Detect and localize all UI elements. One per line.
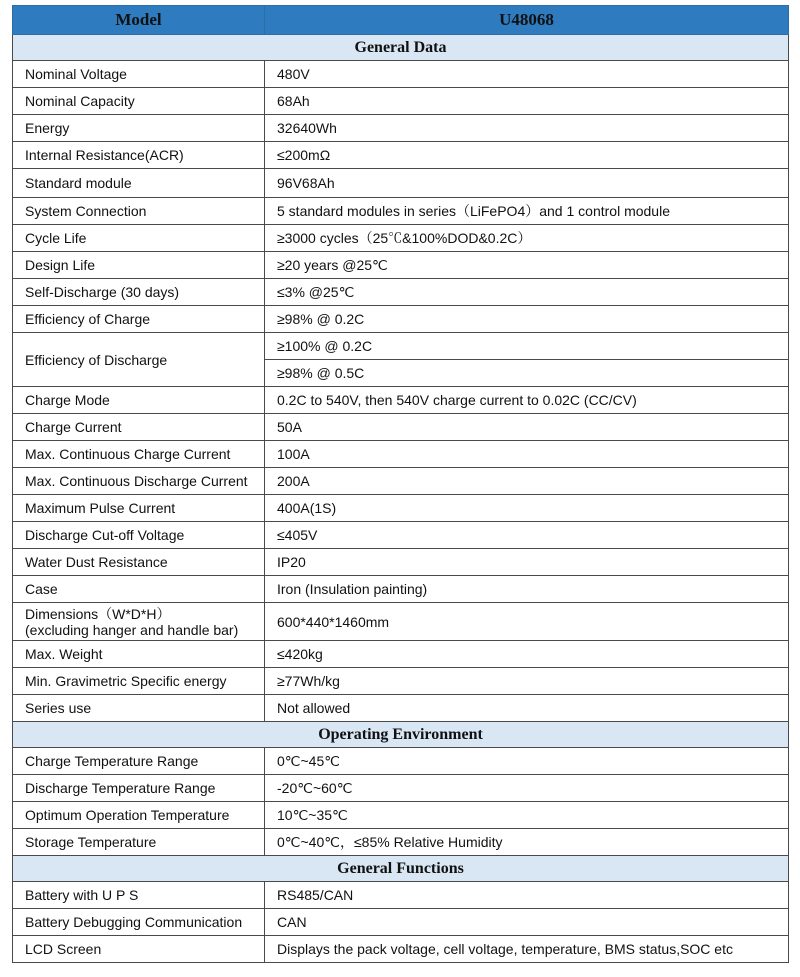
- row-label: Cycle Life: [13, 225, 265, 252]
- row-value: 400A(1S): [265, 495, 789, 522]
- row-value: Displays the pack voltage, cell voltage, temperature, BMS status,SOC etc: [265, 936, 789, 963]
- row-label: Nominal Voltage: [13, 61, 265, 88]
- table-row: [13, 441, 789, 468]
- row-value: ≤405V: [265, 522, 789, 549]
- row-label: Min. Gravimetric Specific energy: [13, 668, 265, 695]
- row-value: ≤200mΩ: [265, 142, 789, 169]
- table-row: [13, 775, 789, 802]
- row-label: Design Life: [13, 252, 265, 279]
- row-label: Charge Temperature Range: [13, 748, 265, 775]
- row-label: Internal Resistance(ACR): [13, 142, 265, 169]
- section-title: Operating Environment: [13, 722, 789, 748]
- row-value: 0℃~45℃: [265, 748, 789, 775]
- row-label: Energy: [13, 115, 265, 142]
- section-general-data: [13, 35, 789, 61]
- row-label: Series use: [13, 695, 265, 722]
- row-value: IP20: [265, 549, 789, 576]
- section-title: General Functions: [13, 856, 789, 882]
- row-value: 480V: [265, 61, 789, 88]
- spec-table: [12, 5, 789, 963]
- row-label: Case: [13, 576, 265, 603]
- table-row: [13, 115, 789, 142]
- row-label: Standard module: [13, 169, 265, 198]
- row-label: Nominal Capacity: [13, 88, 265, 115]
- table-row: [13, 882, 789, 909]
- table-row: [13, 252, 789, 279]
- row-value: 10℃~35℃: [265, 802, 789, 829]
- row-value: 600*440*1460mm: [265, 603, 789, 641]
- table-row: [13, 414, 789, 441]
- row-label: Discharge Temperature Range: [13, 775, 265, 802]
- section-operating-environment: [13, 722, 789, 748]
- table-row: [13, 909, 789, 936]
- row-label: Water Dust Resistance: [13, 549, 265, 576]
- table-row: [13, 549, 789, 576]
- row-value: 68Ah: [265, 88, 789, 115]
- row-value: 100A: [265, 441, 789, 468]
- row-label: LCD Screen: [13, 936, 265, 963]
- row-label: Efficiency of Charge: [13, 306, 265, 333]
- row-value: 0℃~40℃，≤85% Relative Humidity: [265, 829, 789, 856]
- table-row: [13, 641, 789, 668]
- row-label: Battery Debugging Communication: [13, 909, 265, 936]
- table-row: [13, 468, 789, 495]
- table-row: [13, 802, 789, 829]
- table-row: [13, 495, 789, 522]
- row-value: ≥98% @ 0.2C: [265, 306, 789, 333]
- row-label: Maximum Pulse Current: [13, 495, 265, 522]
- section-title: General Data: [13, 35, 789, 61]
- row-label: Max. Continuous Discharge Current: [13, 468, 265, 495]
- table-row: [13, 748, 789, 775]
- dimensions-label-line2: (excluding hanger and handle bar): [25, 621, 239, 638]
- row-label: [13, 603, 265, 641]
- table-row: [13, 576, 789, 603]
- model-value: U48068: [265, 6, 789, 35]
- row-value: Iron (Insulation painting): [265, 576, 789, 603]
- dimensions-label-line1: Dimensions（W*D*H）: [25, 605, 171, 622]
- row-label: Battery with U P S: [13, 882, 265, 909]
- row-value: RS485/CAN: [265, 882, 789, 909]
- row-label: Self-Discharge (30 days): [13, 279, 265, 306]
- row-value: ≥77Wh/kg: [265, 668, 789, 695]
- table-row: [13, 169, 789, 198]
- row-value: ≥20 years @25℃: [265, 252, 789, 279]
- table-row: [13, 829, 789, 856]
- row-value: ≥98% @ 0.5C: [265, 360, 789, 387]
- row-value: ≥100% @ 0.2C: [265, 333, 789, 360]
- header-row: [13, 6, 789, 35]
- row-value: 0.2C to 540V, then 540V charge current to 0.02C (CC/CV): [265, 387, 789, 414]
- row-label: Discharge Cut-off Voltage: [13, 522, 265, 549]
- model-label: Model: [13, 6, 265, 35]
- row-value: CAN: [265, 909, 789, 936]
- table-row: [13, 387, 789, 414]
- row-value: 96V68Ah: [265, 169, 789, 198]
- row-value: 5 standard modules in series（LiFePO4）and 1 control module: [265, 198, 789, 225]
- table-row: [13, 603, 789, 641]
- table-row: [13, 198, 789, 225]
- table-row: [13, 333, 789, 360]
- table-row: [13, 936, 789, 963]
- section-general-functions: [13, 856, 789, 882]
- table-row: [13, 306, 789, 333]
- row-label: System Connection: [13, 198, 265, 225]
- row-label: Storage Temperature: [13, 829, 265, 856]
- table-row: [13, 522, 789, 549]
- table-row: [13, 225, 789, 252]
- row-label: Max. Continuous Charge Current: [13, 441, 265, 468]
- table-row: [13, 61, 789, 88]
- row-value: 32640Wh: [265, 115, 789, 142]
- row-value: ≥3000 cycles（25℃&100%DOD&0.2C）: [265, 225, 789, 252]
- row-value: ≤3% @25℃: [265, 279, 789, 306]
- row-label: Charge Current: [13, 414, 265, 441]
- table-row: [13, 695, 789, 722]
- row-label: Charge Mode: [13, 387, 265, 414]
- table-row: [13, 279, 789, 306]
- row-value: Not allowed: [265, 695, 789, 722]
- row-label: Efficiency of Discharge: [13, 333, 265, 387]
- table-row: [13, 668, 789, 695]
- row-value: 50A: [265, 414, 789, 441]
- table-row: [13, 142, 789, 169]
- row-value: 200A: [265, 468, 789, 495]
- table-row: [13, 88, 789, 115]
- row-label: Optimum Operation Temperature: [13, 802, 265, 829]
- row-value: -20℃~60℃: [265, 775, 789, 802]
- row-label: Max. Weight: [13, 641, 265, 668]
- row-value: ≤420kg: [265, 641, 789, 668]
